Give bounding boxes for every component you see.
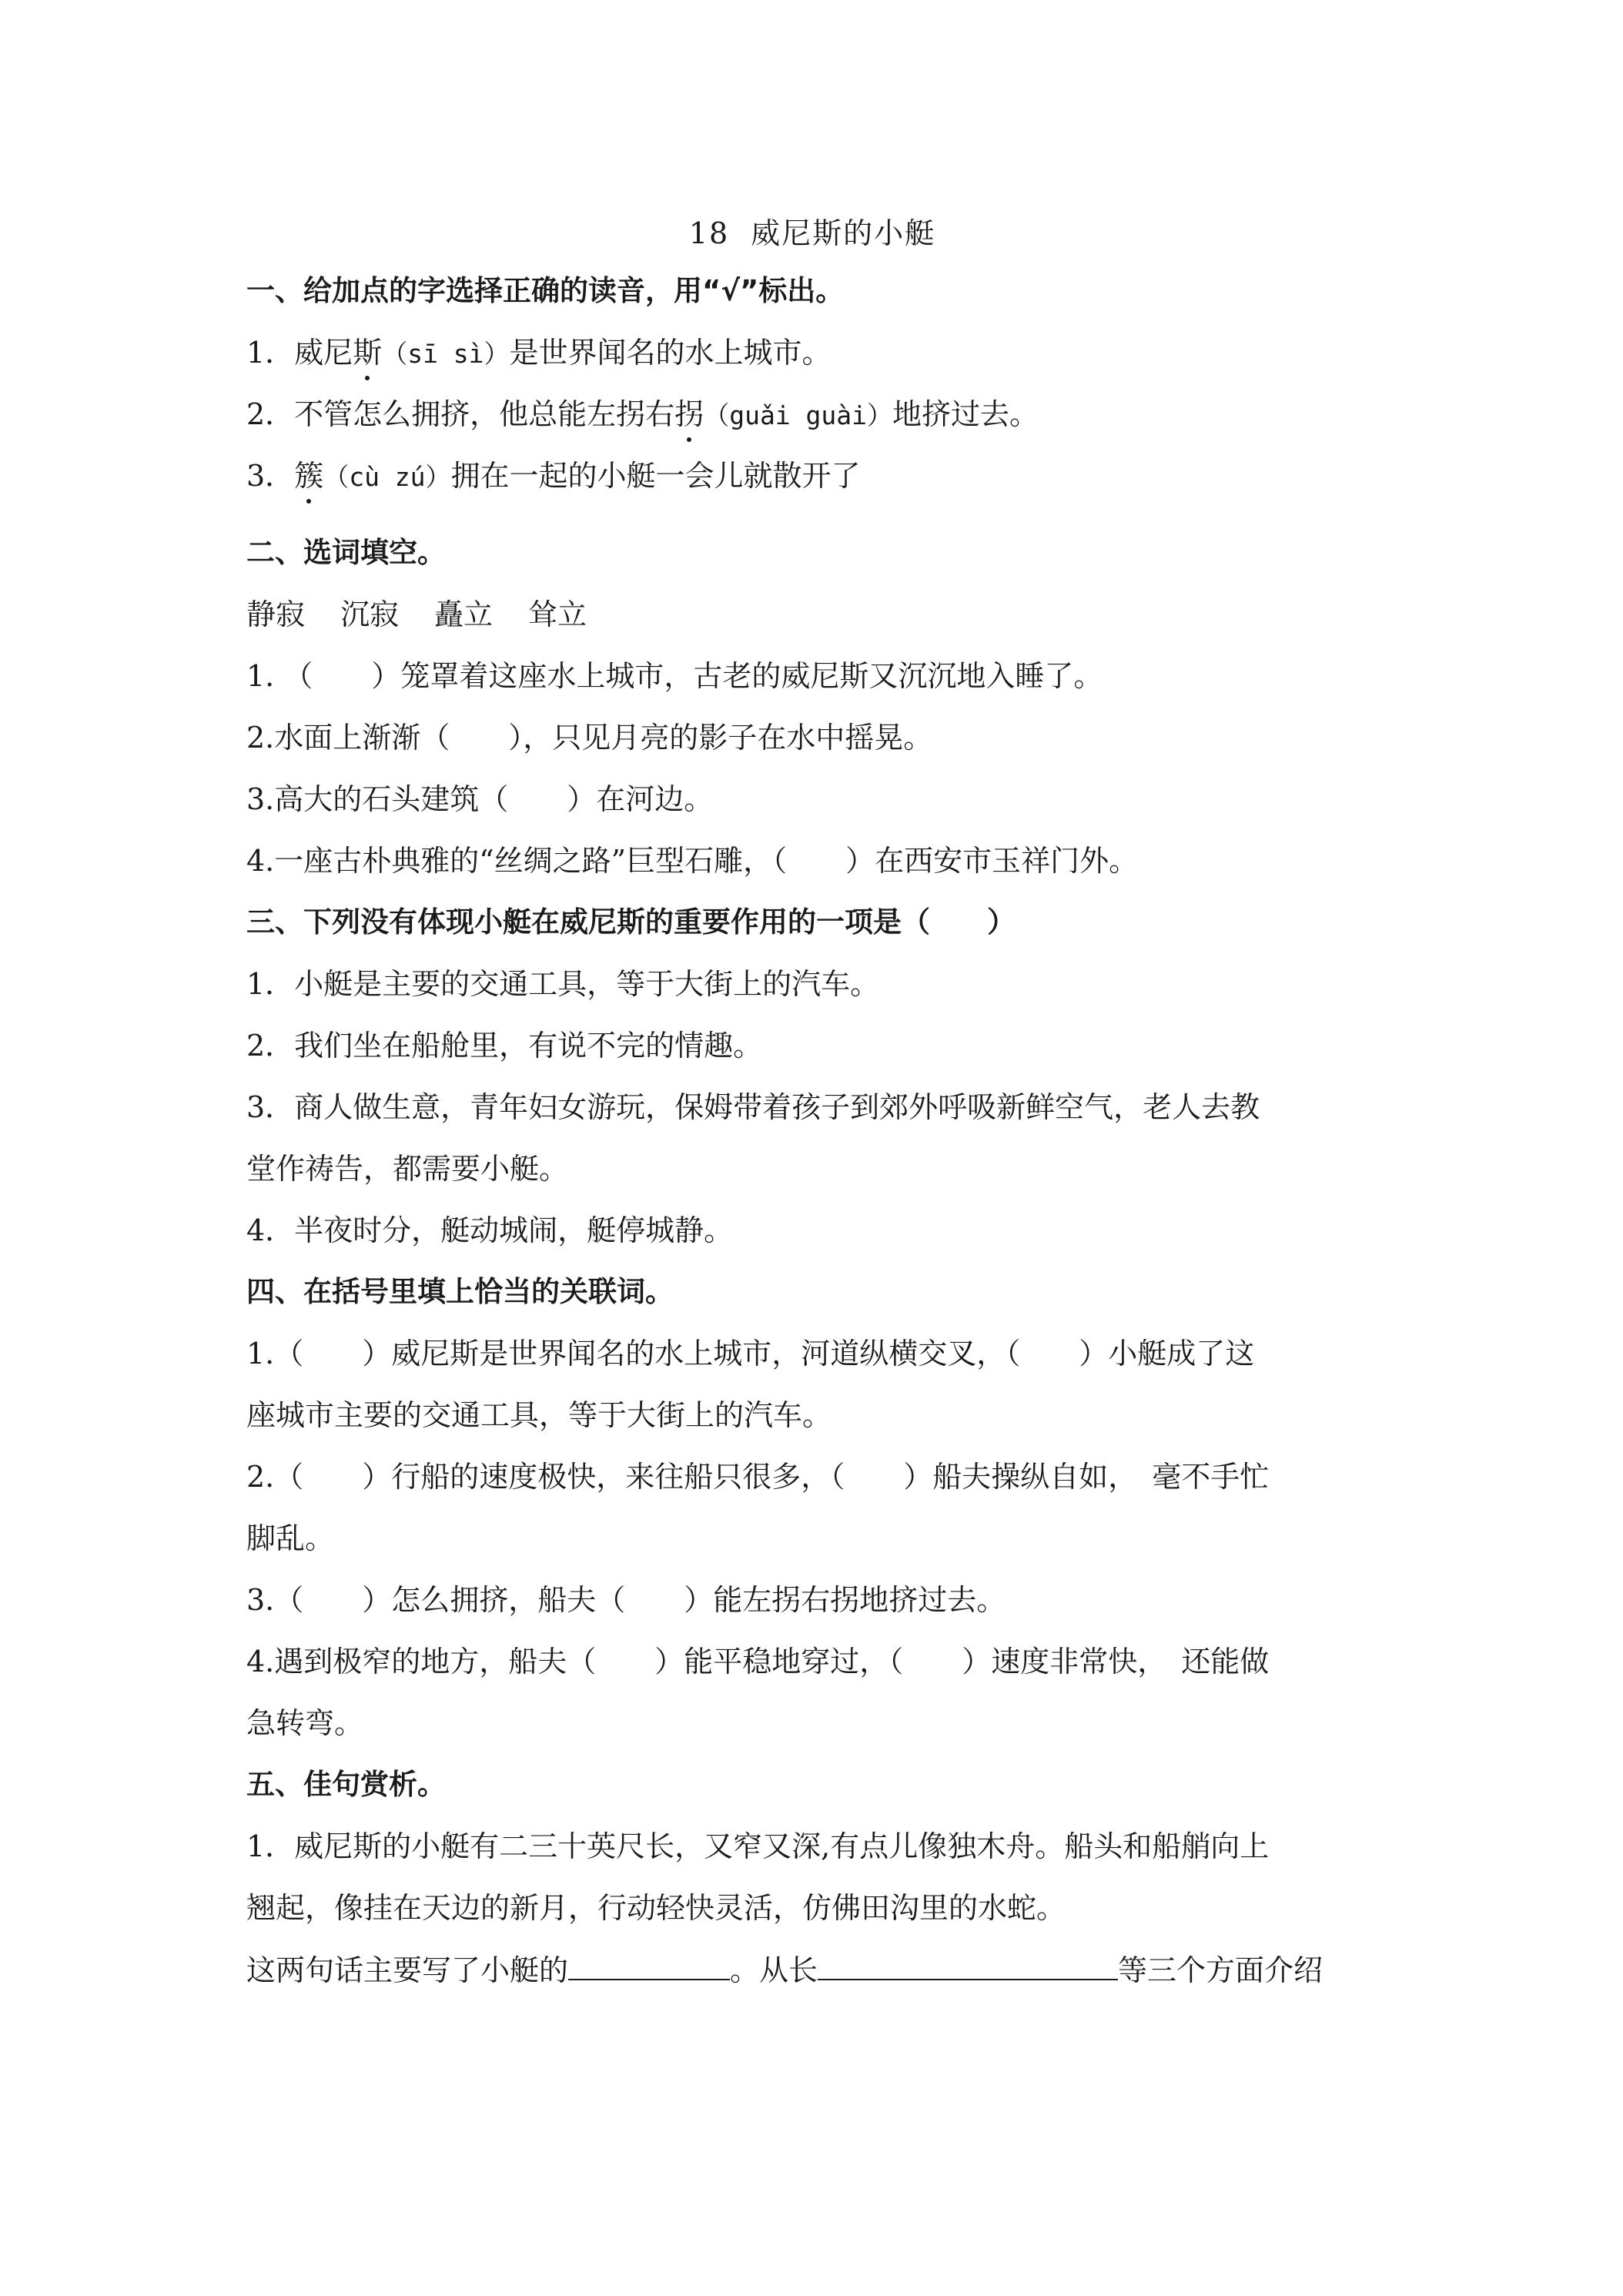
pinyin-options: （guǎi guài） [704,400,893,430]
s5-fill-text-1: 这两句话主要写了小艇的 [246,1953,569,1987]
section-1-heading: 一、给加点的字选择正确的读音，用“√”标出。 [246,274,845,307]
s1-q2-text-end: 地挤过去。 [892,397,1039,431]
s4-question-2-cont: 脚乱。 [246,1521,335,1555]
s2-question-4: 4.一座古朴典雅的“丝绸之路”巨型石雕，（ ）在西安市玉祥门外。 [246,844,1139,878]
section-2-heading: 二、选词填空。 [246,536,446,569]
dotted-char: 斯 [353,333,382,373]
s3-option-3: 3．商人做生意，青年妇女游玩，保姆带着孩子到郊外呼吸新鲜空气，老人去教 [246,1090,1260,1124]
s3-option-1: 1．小艇是主要的交通工具，等于大街上的汽车。 [246,967,880,1001]
s1-q2-text: 2．不管怎么拥挤，他总能左拐右 [246,397,675,431]
dotted-char: 拐 [674,394,704,434]
pinyin-options: （sī sì） [382,339,510,369]
s1-question-3 [246,456,1378,497]
s5-fill-text-3: 等三个方面介绍 [1118,1953,1323,1987]
s1-q1-text: 1．威尼 [246,336,353,370]
s5-passage: 1．威尼斯的小艇有二三十英尺长，又窄又深,有点儿像独木舟。船头和船艄向上 [246,1829,1270,1863]
s1-q1-text-end: 是世界闻名的水上城市。 [509,336,832,370]
word-option: 静寂 [246,597,306,631]
s5-fill-in [246,1950,1378,1990]
dotted-char: 簇 [294,456,323,496]
worksheet-page [246,0,1378,2296]
s4-question-4-cont: 急转弯。 [246,1706,364,1740]
s1-q3-text-end: 拥在一起的小艇一会儿就散开了 [450,459,861,493]
s2-question-1: 1. （ ）笼罩着这座水上城市，古老的威尼斯又沉沉地入睡了。 [246,659,1103,693]
s5-fill-text-2: 。从长 [730,1953,818,1987]
s4-question-3: 3.（ ）怎么拥挤，船夫（ ）能左拐右拐地挤过去。 [246,1583,1006,1617]
s3-option-2: 2．我们坐在船舱里，有说不完的情趣。 [246,1029,763,1063]
s4-question-2: 2.（ ）行船的速度极快，来往船只很多，（ ）船夫操纵自如， 毫不手忙 [246,1460,1270,1494]
word-bank [246,594,1378,634]
s3-option-4: 4．半夜时分，艇动城闹，艇停城静。 [246,1213,734,1247]
section-4-heading: 四、在括号里填上恰当的关联词。 [246,1275,674,1308]
word-option: 沉寂 [340,597,400,631]
lesson-title: 威尼斯的小艇 [751,216,936,250]
answer-blank[interactable] [568,1950,730,1980]
lesson-number: 18 [688,216,730,250]
s2-question-2: 2.水面上渐渐（ ），只见月亮的影子在水中摇晃。 [246,721,933,755]
page-title [246,209,1378,252]
s1-q3-text: 3． [246,459,295,493]
s5-passage-cont: 翘起，像挂在天边的新月，行动轻快灵活，仿佛田沟里的水蛇。 [246,1891,1066,1925]
s4-question-1-cont: 座城市主要的交通工具，等于大街上的汽车。 [246,1398,832,1432]
word-option: 矗立 [434,597,494,631]
s4-question-4: 4.遇到极窄的地方，船夫（ ）能平稳地穿过，（ ）速度非常快， 还能做 [246,1645,1270,1678]
answer-blank[interactable] [818,1950,1118,1980]
section-3-heading: 三、下列没有体现小艇在威尼斯的重要作用的一项是（ ） [246,905,1016,939]
s4-question-1: 1.（ ）威尼斯是世界闻名的水上城市，河道纵横交叉，（ ）小艇成了这 [246,1337,1255,1371]
s2-question-3: 3.高大的石头建筑（ ）在河边。 [246,782,714,816]
s3-option-3-cont: 堂作祷告，都需要小艇。 [246,1152,569,1186]
pinyin-options: （cù zú） [323,462,451,492]
section-5-heading: 五、佳句赏析。 [246,1768,446,1801]
word-option: 耸立 [528,597,587,631]
s1-question-2 [246,394,1378,436]
s1-question-1 [246,333,1378,374]
